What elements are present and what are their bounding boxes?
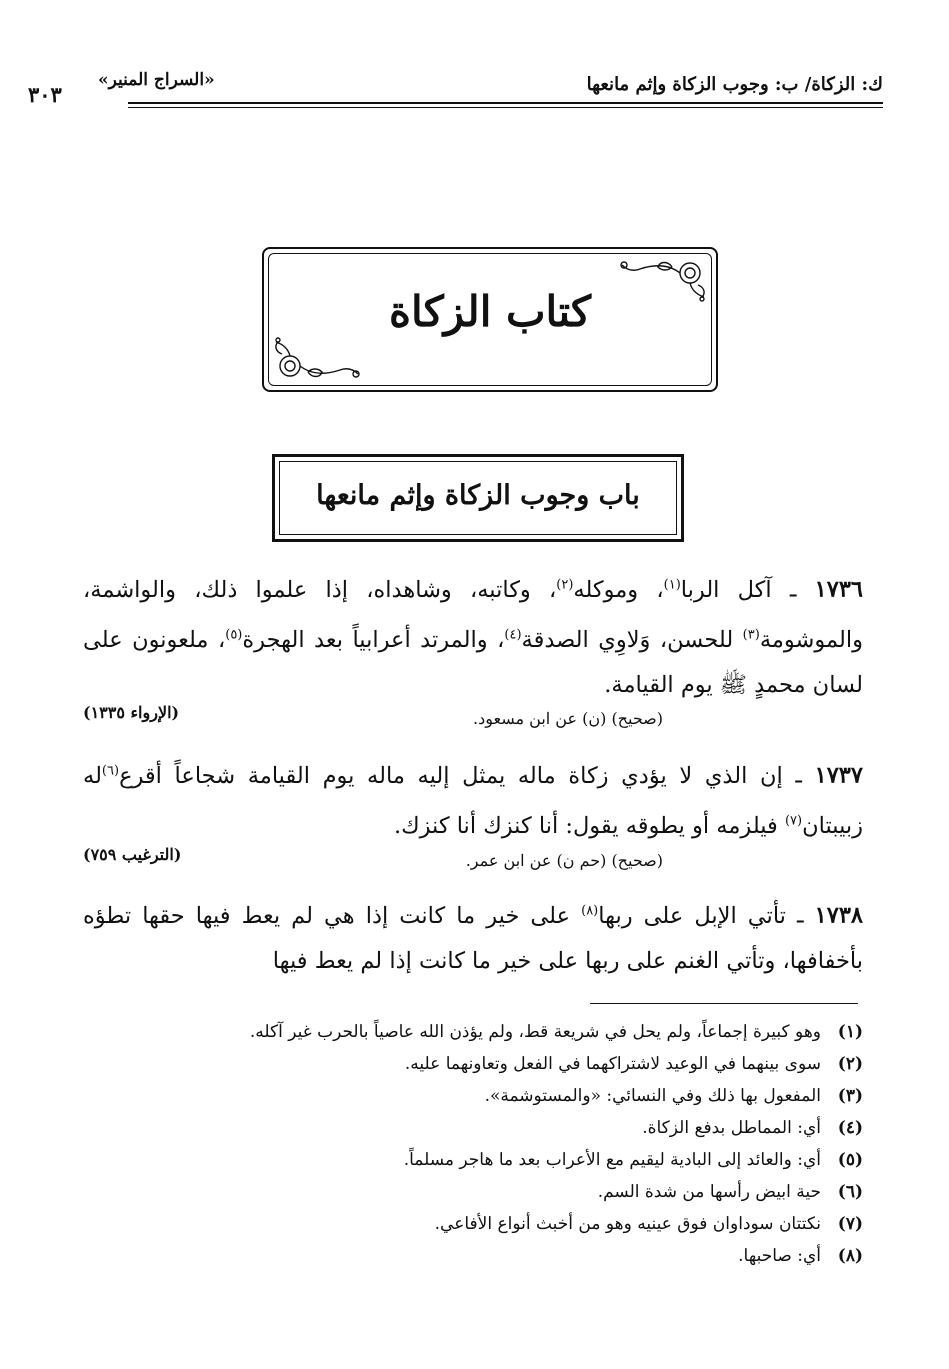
chapter-title: باب وجوب الزكاة وإثم مانعها — [316, 480, 640, 511]
footnotes-list — [83, 1016, 863, 1272]
footnote-item — [83, 1208, 863, 1240]
hadith-text-run: فيلزمه أو يطوقه يقول: أنا كنزك أنا كنزك. — [393, 813, 785, 839]
hadith-entry: ١٧٣٧ ـ إن الذي لا يؤدي زكاة ماله يمثل إليه ماله يوم القيامة شجاعاً أقرع$^{(٦)}$له زبيبتان$^{(٧)}$ فيلزمه أو يطوقه يقول: أنا كنزك أنا كنزك. — [83, 762, 863, 839]
corner-ornament-icon — [272, 336, 368, 384]
hadith-text — [83, 903, 863, 974]
hadith-text-run: آكل الربا — [680, 576, 772, 603]
footnote-item — [83, 1240, 863, 1272]
footnote-item — [83, 1016, 863, 1048]
footnote-number: (٣) — [837, 1086, 863, 1106]
footnote-item — [83, 1048, 863, 1080]
footnote-marker: (٦) — [101, 763, 120, 778]
footnote-item — [83, 1144, 863, 1176]
footnote-number: (١) — [837, 1022, 863, 1042]
hadith-entry: ١٧٣٦ ـ آكل الربا$^{(١)}$، وموكله$^{(٢)}$، وكاتبه، وشاهداه، إذا علموا ذلك، والواشمة، والموشومة$^{(٣)}$ للحسن، وَلاوِي الصدقة$^{(٤)}$، والمرتد أعرابياً بعد الهجرة$^{(٥)}$، ملعونون على لسان محمدٍ ﷺ يوم القيامة. — [83, 576, 864, 698]
footnote-text: نكتتان سوداوان فوق عينيه وهو من أخبث أنواع الأفاعي. — [434, 1214, 821, 1234]
footnote-text: سوى بينهما في الوعيد لاشتراكهما في الفعل وتعاونهما عليه. — [404, 1054, 821, 1074]
footnote-item — [83, 1176, 863, 1208]
footnote-number: (٢) — [837, 1054, 863, 1074]
hadith-text-run: تأتي الإبل على ربها — [598, 902, 786, 929]
footnote-text: أي: صاحبها. — [738, 1246, 821, 1266]
footnote-marker: (٤) — [504, 627, 522, 643]
footnote-marker: (٥) — [225, 627, 243, 643]
footnote-text: وهو كبيرة إجماعاً، ولم يحل في شريعة قط، ولم يؤذن الله عاصياً بالحرب غير آكله. — [249, 1022, 821, 1042]
hadith-text-run: للحسن، وَلاوِي الصدقة — [521, 627, 743, 653]
header-rule-thin — [128, 107, 883, 108]
hadith-reference: (الإرواء ١٣٣٥) — [83, 703, 180, 722]
hadith-grade: (صحيح) (ن) عن ابن مسعود. — [473, 709, 663, 728]
hadith-text — [83, 763, 863, 840]
footnote-item — [83, 1080, 863, 1112]
book-title-box — [262, 247, 718, 392]
hadith-number: ١٧٣٨ — [814, 902, 863, 929]
hadith-text-run: له زبيبتان — [83, 762, 863, 839]
footnote-number: (٨) — [837, 1246, 863, 1266]
footnote-marker: (٢) — [556, 577, 574, 592]
footnote-text: أي: والعائد إلى البادية ليقيم مع الأعراب بعد ما هاجر مسلماً. — [403, 1150, 821, 1170]
header-book-name: «السراج المنير» — [98, 70, 215, 90]
footnote-number: (٧) — [837, 1214, 863, 1234]
hadith-text-run: ، وموكله — [573, 576, 664, 603]
hadith-grade-line — [83, 703, 863, 733]
footnote-text: المفعول بها ذلك وفي النسائي: «والمستوشمة». — [484, 1086, 821, 1106]
footnote-separator — [590, 1003, 858, 1004]
hadith-text-run: ، والمرتد أعرابياً بعد الهجرة — [242, 627, 505, 653]
hadith-text-run: ، ملعونون على لسان محمدٍ ﷺ يوم القيامة. — [83, 627, 863, 698]
footnote-item — [83, 1112, 863, 1144]
hadith-entry: ١٧٣٨ ـ تأتي الإبل على ربها$^{(٨)}$ على خير ما كانت إذا هي لم يعط فيها حقها تطؤه بأخفافها، وتأتي الغنم على ربها على خير ما كانت إذا لم يعط فيها — [83, 902, 863, 974]
chapter-title-box — [272, 454, 684, 542]
footnote-text: أي: المماطل بدفع الزكاة. — [642, 1118, 821, 1138]
footnote-number: (٥) — [837, 1150, 863, 1170]
footnote-marker: (٨) — [581, 903, 599, 918]
hadith-grade: (صحيح) (حم ن) عن ابن عمر. — [465, 851, 663, 870]
footnote-number: (٤) — [837, 1118, 863, 1138]
header-chapter: ك: الزكاة/ ب: وجوب الزكاة وإثم مانعها — [586, 74, 883, 95]
footnote-marker: (٧) — [784, 813, 803, 829]
hadith-text — [83, 577, 863, 699]
footnote-number: (٦) — [837, 1182, 863, 1202]
footnote-marker: (١) — [663, 577, 681, 592]
hadith-number: ١٧٣٧ — [814, 762, 863, 789]
hadith-text-run: إن الذي لا يؤدي زكاة ماله يمثل إليه ماله يوم القيامة شجاعاً أقرع — [119, 762, 783, 789]
page-number: ٣٠٣ — [28, 82, 62, 107]
hadith-reference: (الترغيب ٧٥٩) — [83, 845, 182, 864]
footnote-marker: (٣) — [742, 627, 760, 643]
book-title: كتاب الزكاة — [388, 287, 592, 336]
hadith-number: ١٧٣٦ — [814, 576, 863, 603]
running-header — [28, 70, 883, 106]
header-rule — [128, 102, 883, 104]
hadith-text-run: ، وكاتبه، وشاهداه، إذا علموا ذلك، والواشمة، والموشومة — [83, 576, 864, 653]
hadith-grade-line — [83, 845, 863, 875]
hadith-text-run: على خير ما كانت إذا هي لم يعط فيها حقها تطؤه بأخفافها، وتأتي الغنم على ربها على خير ما كانت إذا لم يعط فيها — [83, 902, 863, 974]
footnote-text: حية ابيض رأسها من شدة السم. — [597, 1182, 821, 1202]
